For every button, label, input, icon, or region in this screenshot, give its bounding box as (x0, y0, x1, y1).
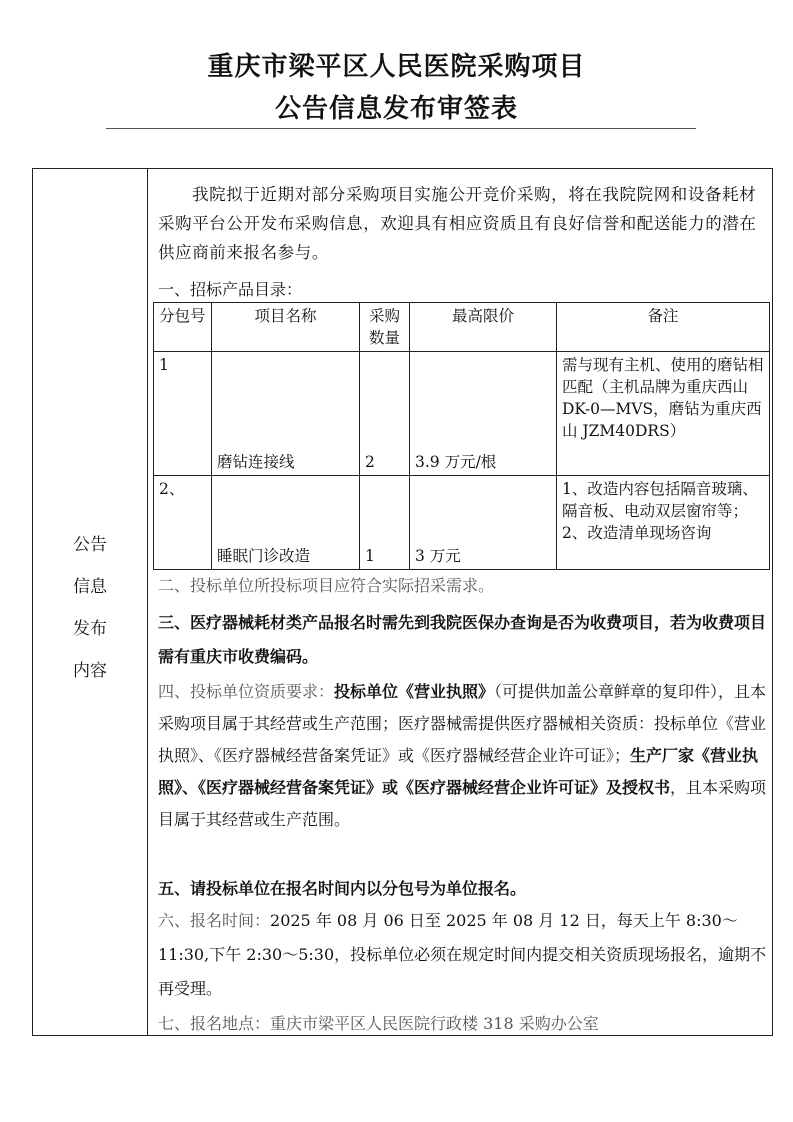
section-4 (158, 676, 770, 836)
col-header-max-price: 最高限价 (410, 303, 557, 352)
section-4-heading: 四、投标单位资质要求： (158, 682, 335, 701)
cell-item-name: 磨钻连接线 (212, 352, 360, 476)
column-divider (147, 168, 148, 1036)
section-4-tail: ，且本采购项目属于其经营或生产范围。 (158, 778, 767, 829)
cell-package-no: 2、 (154, 476, 212, 570)
cell-package-no: 1 (154, 352, 212, 476)
col-header-quantity: 采购数量 (360, 303, 410, 352)
table-row (154, 476, 770, 570)
section-7: 七、报名地点：重庆市梁平区人民医院行政楼 318 采购办公室 (158, 1014, 599, 1033)
section-2: 二、投标单位所投标项目应符合实际招采需求。 (158, 576, 495, 595)
section-3: 三、医疗器械耗材类产品报名时需先到我院医保办查询是否为收费项目，若为收费项目需有重庆市收费编码。 (158, 613, 767, 666)
title-underline (106, 128, 696, 129)
section-6-heading: 六、报名时间： (158, 911, 271, 930)
section-1-heading: 一、招标产品目录： (158, 280, 303, 299)
cell-max-price: 3 万元 (410, 476, 557, 570)
cell-item-name: 睡眠门诊改造 (212, 476, 360, 570)
page-subtitle: 公告信息发布审签表 (274, 94, 518, 124)
side-label-line-4: 内容 (73, 661, 107, 681)
page-title: 重庆市梁平区人民医院采购项目 (207, 52, 586, 82)
cell-quantity: 1 (360, 476, 410, 570)
col-header-remarks: 备注 (557, 303, 770, 352)
section-6 (158, 904, 770, 1006)
side-label-line-3: 发布 (73, 619, 107, 639)
table-header-row (154, 303, 770, 352)
table-row (154, 352, 770, 476)
cell-quantity: 2 (360, 352, 410, 476)
cell-remarks: 1、改造内容包括隔音玻璃、隔音板、电动双层窗帘等；2、改造清单现场咨询 (557, 476, 770, 570)
side-label-line-2: 信息 (73, 577, 107, 597)
col-header-item-name: 项目名称 (212, 303, 360, 352)
section-6-body: 2025 年 08 月 06 日至 2025 年 08 月 12 日，每天上午 8:30～11:30,下午 2:30～5:30，投标单位必须在规定时间内提交相关资质现场报名，逾期不再受理。 (158, 911, 767, 998)
product-table (153, 302, 770, 570)
section-4-manufacturer: 生产厂家《营业执照》、《医疗器械经营备案凭证》或《医疗器械经营企业许可证》及授权书 (158, 746, 759, 797)
cell-remarks: 需与现有主机、使用的磨钻相匹配（主机品牌为重庆西山 DK-0—MVS，磨钻为重庆西山 JZM40DRS） (557, 352, 770, 476)
section-4-license: 投标单位《营业执照》 (334, 682, 495, 701)
cell-max-price: 3.9 万元/根 (410, 352, 557, 476)
intro-paragraph: 我院拟于近期对部分采购项目实施公开竞价采购，将在我院院网和设备耗材采购平台公开发布采购信息，欢迎具有相应资质且有良好信誉和配送能力的潜在供应商前来报名参与。 (158, 185, 757, 262)
section-5: 五、请投标单位在报名时间内以分包号为单位报名。 (158, 879, 527, 898)
side-label-line-1: 公告 (73, 535, 107, 555)
section-4-requirements: （可提供加盖公章鲜章的复印件），且本采购项目属于其经营或生产范围；医疗器械需提供医疗器械相关资质：投标单位《营业执照》、《医疗器械经营备案凭证》或《医疗器械经营企业许可证》； (158, 682, 767, 765)
col-header-package-no: 分包号 (154, 303, 212, 352)
